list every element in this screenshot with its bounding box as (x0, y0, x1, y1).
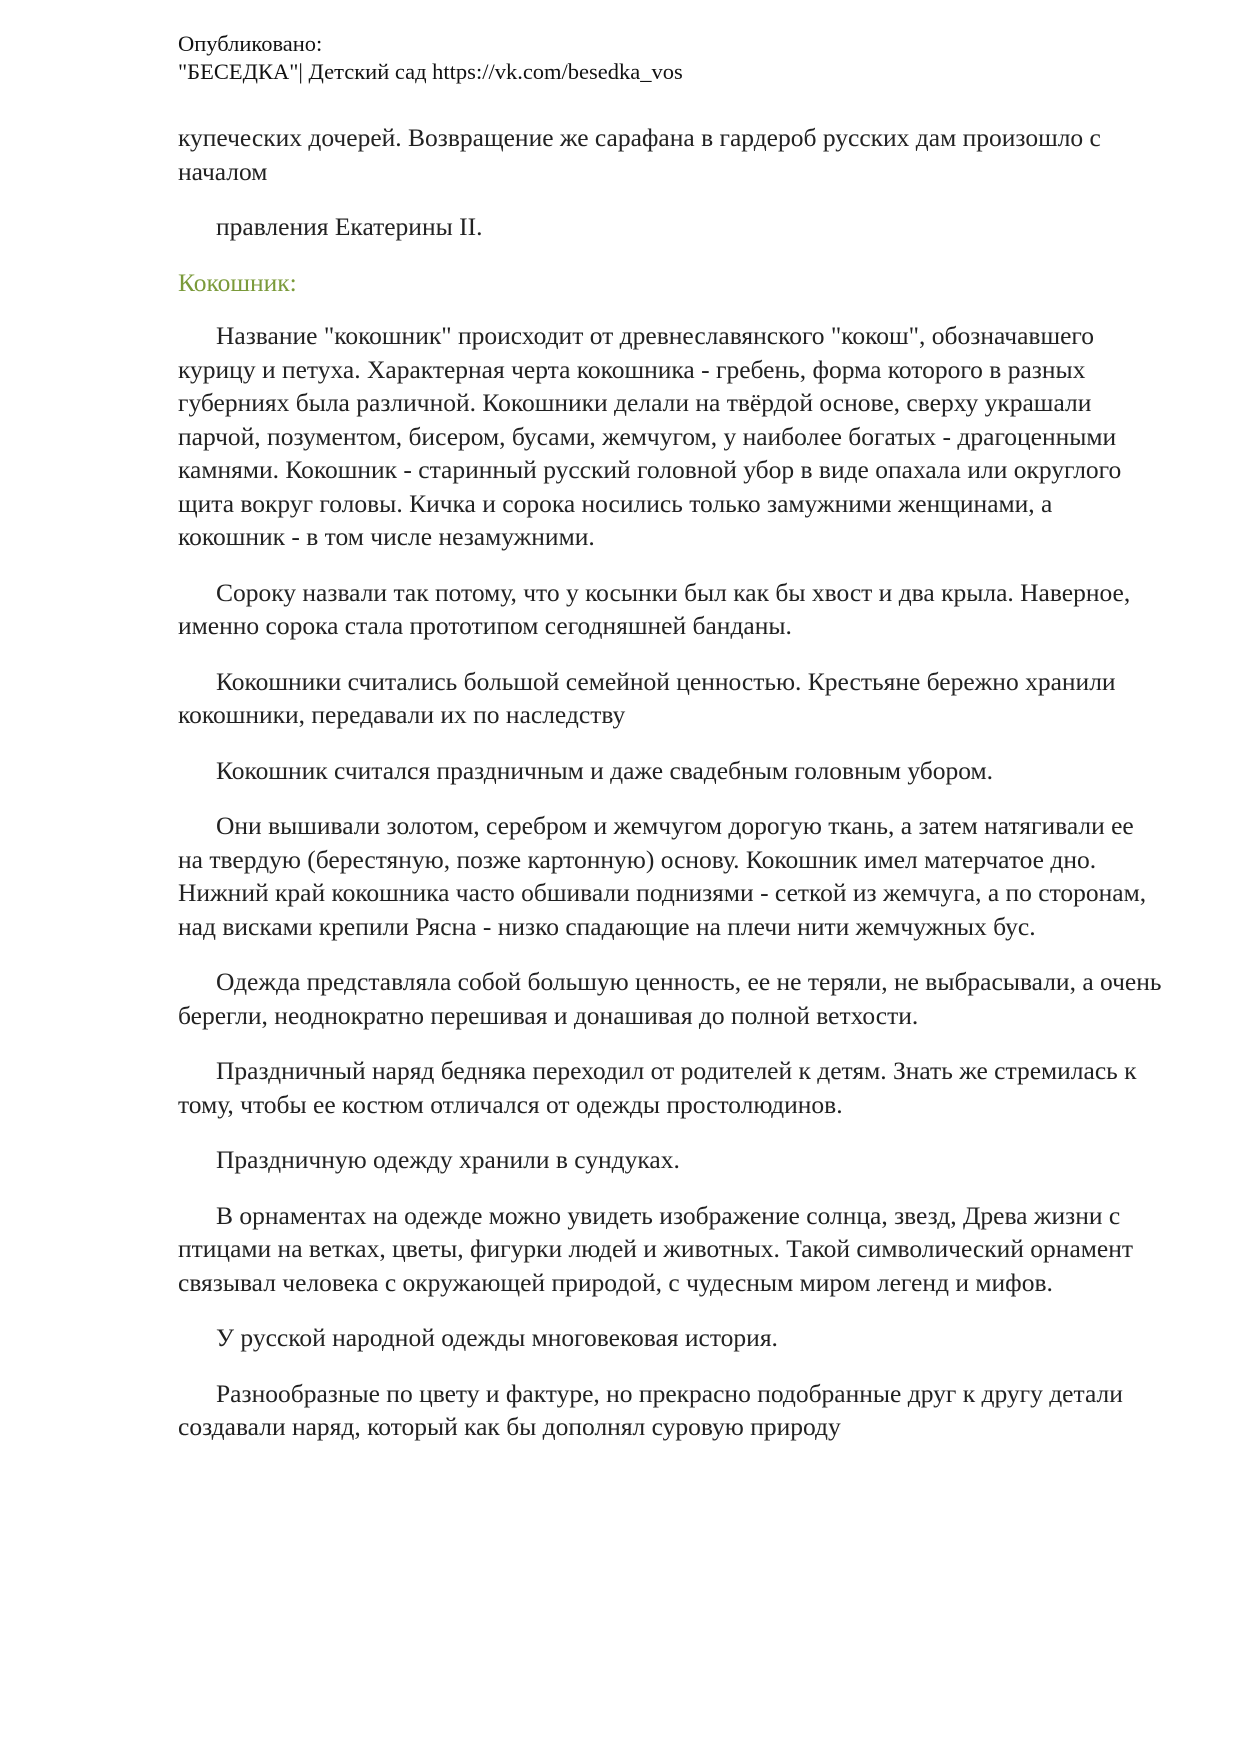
paragraph-clothing-value: Одежда представляла собой большую ценность, ее не теряли, не выбрасывали, а очень берегли, неоднократно перешивая и донашивая до полной ветхости. (178, 967, 1162, 1030)
paragraph-details: Разнообразные по цвету и фактуре, но прекрасно подобранные друг к другу детали создавали наряд, который как бы дополнял суровую природу (178, 1378, 1123, 1441)
paragraph-ekaterina: правления Екатерины II. (216, 212, 483, 241)
header-published-label: Опубликовано: (178, 31, 323, 56)
paragraph-soroka: Сороку назвали так потому, что у косынки был как бы хвост и два крыла. Наверное, именно сорока стала прототипом сегодняшней банданы. (178, 577, 1131, 640)
paragraph-festive: Кокошник считался праздничным и даже свадебным головным убором. (216, 755, 994, 785)
paragraph-embroidery: Они вышивали золотом, серебром и жемчугом дорогую ткань, а затем натягивали ее на твердую (берестяную, позже картонную) основу. Кокошник имел матерчатое дно. Нижний край кокошника часто обшивали поднизями - сеткой из жемчуга, а по сторонам, над висками крепили Рясна - низко спадающие на плечи нити жемчужных бус. (178, 811, 1147, 941)
paragraph-ornaments: В орнаментах на одежде можно увидеть изображение солнца, звезд, Древа жизни с птицами на ветках, цветы, фигурки людей и животных. Такой символический орнамент связывал человека с окружающей природой, с чудесным миром легенд и мифов. (178, 1200, 1134, 1297)
paragraph-history: У русской народной одежды многовековая история. (216, 1323, 778, 1352)
paragraph-chests: Праздничную одежду хранили в сундуках. (216, 1145, 680, 1174)
paragraph-continuation: купеческих дочерей. Возвращение же сарафана в гардероб русских дам произошло с началом (178, 123, 1101, 186)
paragraph-family-value: Кокошники считались большой семейной ценностью. Крестьяне бережно хранили кокошники, передавали их по наследству (178, 666, 1116, 729)
article-body (178, 121, 1163, 1466)
publication-header (178, 30, 683, 86)
section-heading-kokoshnik: Кокошник: (178, 267, 297, 297)
header-source-line: "БЕСЕДКА"| Детский сад https://vk.com/besedka_vos (178, 59, 683, 84)
paragraph-inheritance: Праздничный наряд бедняка переходил от родителей к детям. Знать же стремилась к тому, чтобы ее костюм отличался от одежды простолюдинов. (178, 1056, 1137, 1119)
paragraph-name-origin: Название "кокошник" происходит от древнеславянского "кокош", обозначавшего курицу и петуха. Характерная черта кокошника - гребень, форма которого в разных губерниях была различной. Кокошники делали на твёрдой основе, сверху украшали парчой, позументом, бисером, бусами, жемчугом, у наиболее богатых - драгоценными камнями. Кокошник - старинный русский головной убор в виде опахала или округлого щита вокруг головы. Кичка и сорока носились только замужними женщинами, а кокошник - в том числе незамужними. (178, 321, 1122, 551)
